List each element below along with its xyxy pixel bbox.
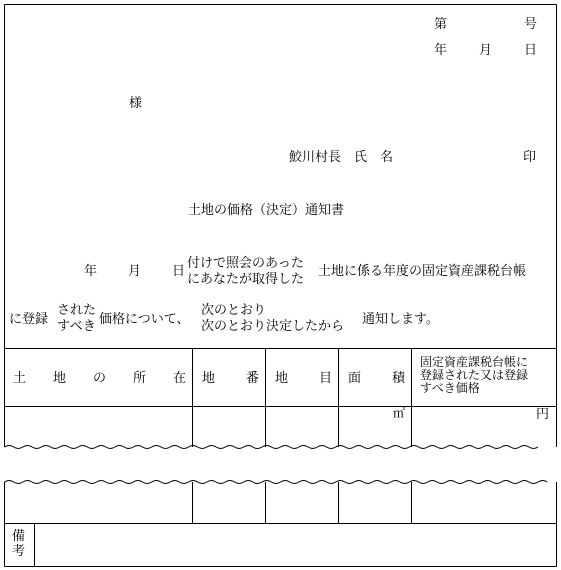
body-line1-rest: 土地に係る年度の固定資産課税台帳 <box>318 264 527 279</box>
date-year-label: 年 <box>434 43 448 58</box>
option-registered: された <box>57 303 97 318</box>
date-day-label: 日 <box>524 43 538 58</box>
option-acquired: にあなたが取得した <box>187 272 305 287</box>
header-location-char: の <box>92 371 106 386</box>
header-location-char: 所 <box>132 371 146 386</box>
body-line2-mid: 価格について、 <box>99 312 190 327</box>
header-chimoku-char: 地 <box>275 371 289 386</box>
document-title: 土地の価格（決定）通知書 <box>188 203 345 218</box>
header-location <box>13 371 186 386</box>
body-day: 日 <box>172 264 186 279</box>
issuer-mayor-name: 鮫川村長 氏 名 <box>289 150 394 165</box>
number-label-go: 号 <box>524 17 538 32</box>
header-chimoku-char: 目 <box>318 371 332 386</box>
body-line2-pre: に登録 <box>9 312 49 327</box>
body-year: 年 <box>84 264 98 279</box>
remarks-char: 考 <box>12 544 26 559</box>
header-location-char: 土 <box>13 371 27 386</box>
number-label-dai: 第 <box>434 17 448 32</box>
header-price-line: 固定資産課税台帳に <box>420 355 529 369</box>
option-decided: 次のとおり決定したから <box>201 319 345 334</box>
header-area-char: 積 <box>391 371 405 386</box>
header-price-line: すべき価格 <box>420 381 480 395</box>
seal-mark: 印 <box>523 150 537 165</box>
date-month-label: 月 <box>479 43 493 58</box>
header-price <box>420 356 528 395</box>
addressee-sama: 様 <box>129 96 143 111</box>
header-area <box>348 371 405 386</box>
header-chiban-char: 地 <box>202 371 216 386</box>
header-chiban-char: 番 <box>245 371 259 386</box>
remarks-char: 備 <box>12 529 26 544</box>
body-line2-end: 通知します。 <box>362 312 439 327</box>
header-location-char: 在 <box>172 371 186 386</box>
unit-square-meter: ㎡ <box>393 406 406 420</box>
remarks-label <box>12 529 25 559</box>
option-to-be-registered: すべき <box>57 319 96 334</box>
unit-yen: 円 <box>536 407 550 422</box>
header-chiban <box>202 371 259 386</box>
body-month: 月 <box>128 264 142 279</box>
header-area-char: 面 <box>348 371 362 386</box>
header-location-char: 地 <box>52 371 66 386</box>
option-inquired: 付けで照会のあった <box>187 256 304 271</box>
option-as-follows: 次のとおり <box>201 303 267 318</box>
header-price-line: 登録された又は登録 <box>420 368 529 382</box>
header-chimoku <box>275 371 332 386</box>
